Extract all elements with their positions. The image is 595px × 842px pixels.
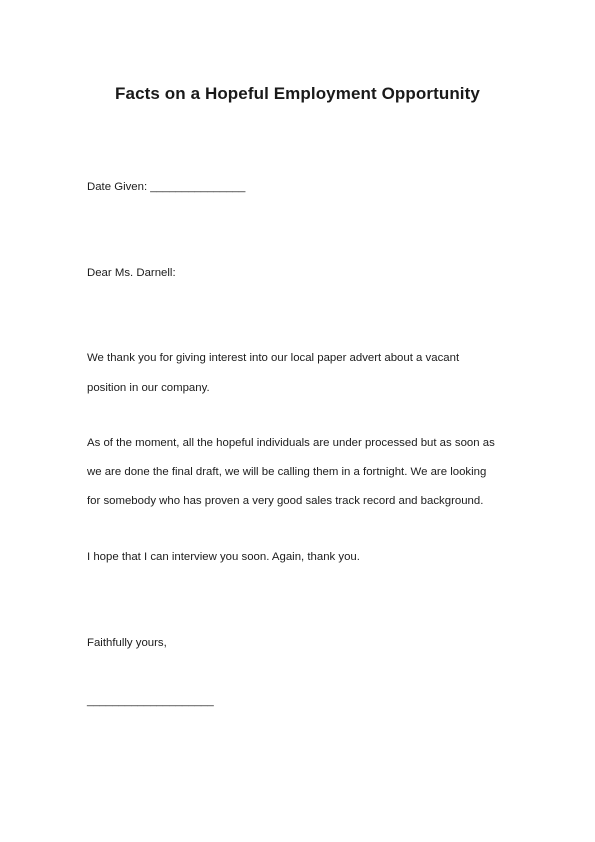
paragraph-1-line-1: We thank you for giving interest into our local paper advert about a vacant	[87, 352, 460, 364]
signature-line: ____________________	[87, 695, 214, 707]
paragraph-1-line-2: position in our company.	[87, 382, 210, 394]
paragraph-3-line-1: I hope that I can interview you soon. Again, thank you.	[87, 551, 360, 563]
salutation: Dear Ms. Darnell:	[87, 267, 176, 279]
paragraph-2-line-1: As of the moment, all the hopeful individuals are under processed but as soon as	[87, 437, 495, 449]
paragraph-2-line-3: for somebody who has proven a very good sales track record and background.	[87, 495, 484, 507]
paragraph-2-line-2: we are done the final draft, we will be calling them in a fortnight. We are looking	[87, 466, 487, 478]
document-title: Facts on a Hopeful Employment Opportunity	[115, 84, 480, 103]
closing-line: Faithfully yours,	[87, 637, 167, 649]
date-given-line: Date Given: _______________	[87, 181, 246, 193]
